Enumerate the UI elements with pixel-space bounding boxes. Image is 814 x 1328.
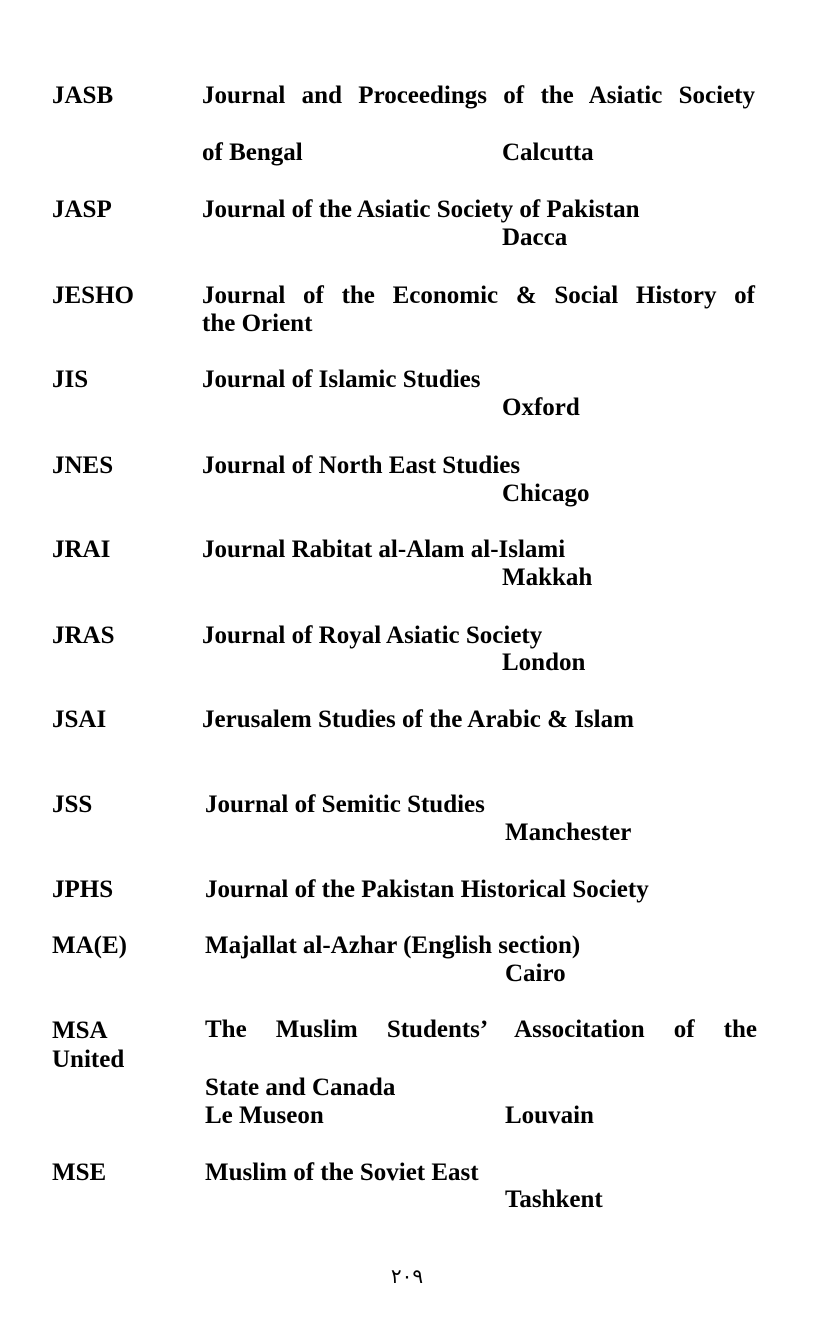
entry-abbreviation: MSA [52, 1017, 108, 1044]
entry-abbreviation: JIS [52, 366, 89, 393]
entry-title-continued: the Orient [202, 310, 313, 337]
entry-place: Calcutta [502, 139, 594, 166]
entry-title: Journal and Proceedings of the Asiatic Society [202, 82, 755, 109]
entry-title: Journal of the Pakistan Historical Society [205, 876, 649, 903]
entry-place: Oxford [502, 394, 580, 421]
entry-abbreviation: JESHO [52, 282, 134, 309]
entry-title-continued: Le Museon [205, 1102, 324, 1129]
entry-title: Journal Rabitat al-Alam al-Islami [202, 536, 566, 563]
entry-title: Journal of Royal Asiatic Society [202, 622, 543, 649]
entry-title: Journal of North East Studies [202, 452, 521, 479]
entry-abbreviation: JPHS [52, 876, 114, 903]
entry-abbreviation: MA(E) [52, 932, 127, 959]
entry-place: Louvain [505, 1102, 594, 1129]
entry-abbreviation: JNES [52, 452, 114, 479]
entry-title: Journal of Semitic Studies [205, 791, 485, 818]
entry-abbreviation: JRAS [52, 622, 115, 649]
entry-title: Journal of Islamic Studies [202, 366, 481, 393]
entry-abbreviation: JSAI [52, 706, 107, 733]
entry-abbreviation-continued: United [52, 1046, 125, 1073]
entry-title: The Muslim Students’ Associtation of the [205, 1016, 757, 1043]
entry-place: Cairo [505, 960, 566, 987]
entry-place: Tashkent [505, 1186, 603, 1213]
entry-title: Jerusalem Studies of the Arabic & Islam [202, 706, 634, 733]
entry-place: Dacca [502, 224, 568, 251]
entry-abbreviation: JSS [52, 791, 93, 818]
entry-title: Majallat al-Azhar (English section) [205, 932, 581, 959]
entry-place: Manchester [505, 819, 632, 846]
entry-abbreviation: JRAI [52, 536, 111, 563]
entry-abbreviation: MSE [52, 1159, 107, 1186]
entry-abbreviation: JASP [52, 196, 112, 223]
entry-place: Makkah [502, 564, 593, 591]
entry-title: Journal of the Economic & Social History of [202, 282, 755, 309]
entry-title-continued: State and Canada [205, 1074, 396, 1101]
page-number: ٢٠٩ [390, 1264, 424, 1288]
entry-title: Journal of the Asiatic Society of Pakistan [202, 196, 640, 223]
entry-title-continued: of Bengal [202, 139, 303, 166]
entry-place: London [502, 649, 586, 676]
entry-abbreviation: JASB [52, 82, 114, 109]
entry-place: Chicago [502, 480, 590, 507]
entry-title: Muslim of the Soviet East [205, 1159, 479, 1186]
